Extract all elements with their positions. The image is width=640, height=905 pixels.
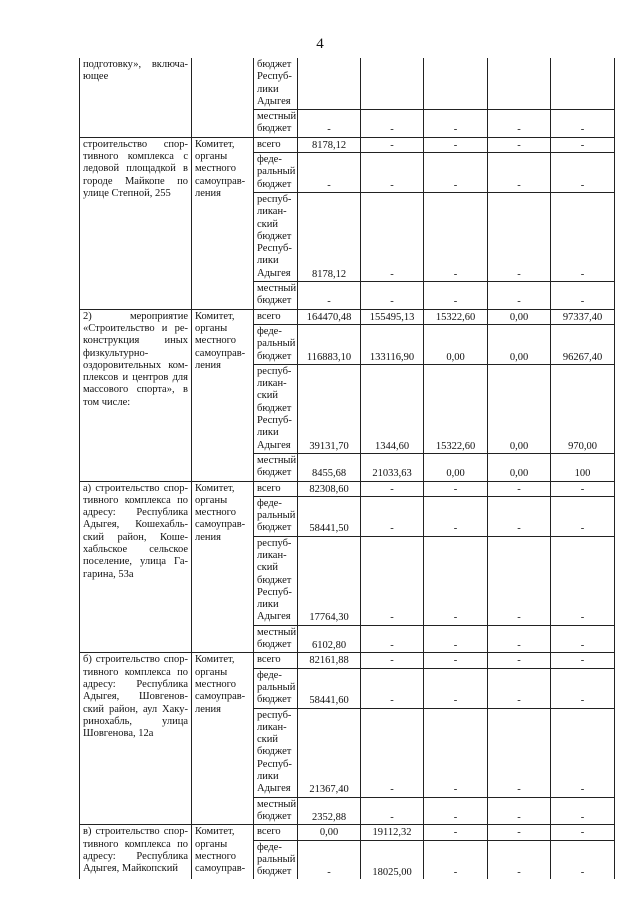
value-cell: - <box>361 625 424 653</box>
value-cell: - <box>361 797 424 825</box>
value-cell: - <box>488 137 551 152</box>
value-cell: - <box>551 192 615 281</box>
activity-name-cell: подготовку», включа-ющее <box>80 58 192 137</box>
value-cell: 17764,30 <box>298 536 361 625</box>
value-cell: - <box>551 137 615 152</box>
value-cell: - <box>361 282 424 310</box>
value-cell <box>361 58 424 110</box>
value-cell: - <box>551 153 615 193</box>
value-cell: - <box>298 153 361 193</box>
value-cell <box>551 58 615 110</box>
value-cell: 0,00 <box>488 309 551 324</box>
value-cell: 8178,12 <box>298 137 361 152</box>
value-cell: - <box>424 496 488 536</box>
value-cell: 19112,32 <box>361 825 424 840</box>
activity-name-cell: а) строительство спор-тивного комплекса по адресу: Республика Адыгея, Кошехабль-ский район, Коше-хабльское сельское поселение, улица Га-гарина, 53а <box>80 481 192 653</box>
value-cell: - <box>551 708 615 797</box>
executor-cell: Комитет, органы местного самоуправ- ления <box>192 481 254 653</box>
value-cell: - <box>551 282 615 310</box>
value-cell: - <box>424 536 488 625</box>
value-cell: - <box>551 110 615 138</box>
table-row <box>80 58 615 110</box>
table-row <box>80 309 615 324</box>
value-cell: 133116,90 <box>361 324 424 364</box>
budget-type-cell: местный бюджет <box>254 797 298 825</box>
value-cell: 0,00 <box>424 324 488 364</box>
budget-type-cell: феде- ральный бюджет <box>254 496 298 536</box>
executor-cell: Комитет, органы местного самоуправ- ления <box>192 653 254 825</box>
budget-type-cell: феде- ральный бюджет <box>254 668 298 708</box>
value-cell: 97337,40 <box>551 309 615 324</box>
executor-cell: Комитет, органы местного самоуправ- ления <box>192 309 254 481</box>
table-row <box>80 825 615 840</box>
value-cell: - <box>361 708 424 797</box>
value-cell: - <box>488 653 551 668</box>
value-cell <box>488 58 551 110</box>
value-cell: 970,00 <box>551 364 615 453</box>
value-cell: - <box>488 840 551 879</box>
value-cell: - <box>551 840 615 879</box>
value-cell: - <box>488 110 551 138</box>
value-cell: - <box>488 536 551 625</box>
activity-name-cell: строительство спор-тивного комплекса с ледовой площадкой в городе Майкопе по улице Степной, 255 <box>80 137 192 309</box>
value-cell: 15322,60 <box>424 364 488 453</box>
value-cell: - <box>488 153 551 193</box>
value-cell: 39131,70 <box>298 364 361 453</box>
value-cell: - <box>424 840 488 879</box>
value-cell: - <box>361 137 424 152</box>
value-cell: 100 <box>551 453 615 481</box>
table-row <box>80 481 615 496</box>
value-cell: - <box>361 653 424 668</box>
value-cell: - <box>361 481 424 496</box>
value-cell: 58441,60 <box>298 668 361 708</box>
budget-type-cell: всего <box>254 137 298 152</box>
table-row <box>80 137 615 152</box>
value-cell: - <box>361 192 424 281</box>
value-cell: - <box>361 536 424 625</box>
value-cell: 164470,48 <box>298 309 361 324</box>
budget-type-cell: местный бюджет <box>254 282 298 310</box>
budget-type-cell: местный бюджет <box>254 625 298 653</box>
budget-type-cell: феде- ральный бюджет <box>254 324 298 364</box>
value-cell: 6102,80 <box>298 625 361 653</box>
value-cell <box>298 58 361 110</box>
executor-cell: Комитет, органы местного самоуправ- ления <box>192 137 254 309</box>
table-row <box>80 653 615 668</box>
value-cell: - <box>551 496 615 536</box>
value-cell: 82161,88 <box>298 653 361 668</box>
executor-cell <box>192 58 254 137</box>
activity-name-cell: 2) мероприятие «Строительство и ре-конструкция иных физкультурно-оздоровительных ком-плексов и центров для массового спорта», в том числе: <box>80 309 192 481</box>
budget-type-cell: местный бюджет <box>254 110 298 138</box>
value-cell: 96267,40 <box>551 324 615 364</box>
value-cell: - <box>361 153 424 193</box>
value-cell: - <box>361 110 424 138</box>
budget-type-cell: всего <box>254 825 298 840</box>
value-cell: - <box>551 481 615 496</box>
value-cell: - <box>424 282 488 310</box>
value-cell: 82308,60 <box>298 481 361 496</box>
value-cell: 8178,12 <box>298 192 361 281</box>
value-cell: - <box>551 653 615 668</box>
value-cell: - <box>361 496 424 536</box>
budget-type-cell: всего <box>254 481 298 496</box>
value-cell: - <box>298 110 361 138</box>
value-cell: - <box>488 481 551 496</box>
value-cell: 21033,63 <box>361 453 424 481</box>
budget-type-cell: феде- ральный бюджет <box>254 153 298 193</box>
value-cell: 0,00 <box>488 364 551 453</box>
value-cell: - <box>551 625 615 653</box>
value-cell: - <box>488 668 551 708</box>
budget-type-cell: всего <box>254 653 298 668</box>
value-cell: 0,00 <box>488 324 551 364</box>
value-cell: - <box>488 797 551 825</box>
value-cell: - <box>298 840 361 879</box>
value-cell: 15322,60 <box>424 309 488 324</box>
value-cell: 58441,50 <box>298 496 361 536</box>
budget-type-cell: респуб- ликан- ский бюджет Респуб- лики Адыгея <box>254 192 298 281</box>
value-cell: - <box>551 825 615 840</box>
value-cell: - <box>424 708 488 797</box>
value-cell: - <box>551 797 615 825</box>
budget-type-cell: феде- ральный бюджет <box>254 840 298 879</box>
budget-type-cell: местный бюджет <box>254 453 298 481</box>
value-cell: - <box>551 536 615 625</box>
value-cell: - <box>424 192 488 281</box>
value-cell: - <box>424 153 488 193</box>
budget-type-cell: респуб- ликан- ский бюджет Респуб- лики Адыгея <box>254 364 298 453</box>
value-cell: 8455,68 <box>298 453 361 481</box>
value-cell: - <box>488 192 551 281</box>
page-number: 4 <box>316 36 324 52</box>
budget-table <box>79 58 615 879</box>
value-cell <box>424 58 488 110</box>
value-cell: 2352,88 <box>298 797 361 825</box>
value-cell: 155495,13 <box>361 309 424 324</box>
activity-name-cell: в) строительство спор-тивного комплекса по адресу: Республика Адыгея, Майкопский <box>80 825 192 880</box>
budget-type-cell: бюджет Респуб- лики Адыгея <box>254 58 298 110</box>
value-cell: 0,00 <box>488 453 551 481</box>
value-cell: - <box>424 625 488 653</box>
value-cell: - <box>488 708 551 797</box>
value-cell: - <box>424 825 488 840</box>
value-cell: - <box>424 137 488 152</box>
value-cell: 1344,60 <box>361 364 424 453</box>
value-cell: 0,00 <box>298 825 361 840</box>
value-cell: 18025,00 <box>361 840 424 879</box>
value-cell: - <box>424 481 488 496</box>
value-cell: - <box>488 282 551 310</box>
value-cell: - <box>424 797 488 825</box>
value-cell: - <box>424 653 488 668</box>
value-cell: - <box>424 110 488 138</box>
value-cell: - <box>298 282 361 310</box>
value-cell: - <box>488 496 551 536</box>
activity-name-cell: б) строительство спор-тивного комплекса по адресу: Республика Адыгея, Шовгенов-ский район, аул Хаку-ринохабль, улица Шовгенова, 12а <box>80 653 192 825</box>
budget-type-cell: респуб- ликан- ский бюджет Респуб- лики Адыгея <box>254 708 298 797</box>
budget-type-cell: респуб- ликан- ский бюджет Респуб- лики Адыгея <box>254 536 298 625</box>
value-cell: - <box>488 625 551 653</box>
value-cell: 0,00 <box>424 453 488 481</box>
budget-type-cell: всего <box>254 309 298 324</box>
value-cell: 21367,40 <box>298 708 361 797</box>
value-cell: 116883,10 <box>298 324 361 364</box>
value-cell: - <box>551 668 615 708</box>
value-cell: - <box>361 668 424 708</box>
value-cell: - <box>424 668 488 708</box>
executor-cell: Комитет, органы местного самоуправ- <box>192 825 254 880</box>
value-cell: - <box>488 825 551 840</box>
